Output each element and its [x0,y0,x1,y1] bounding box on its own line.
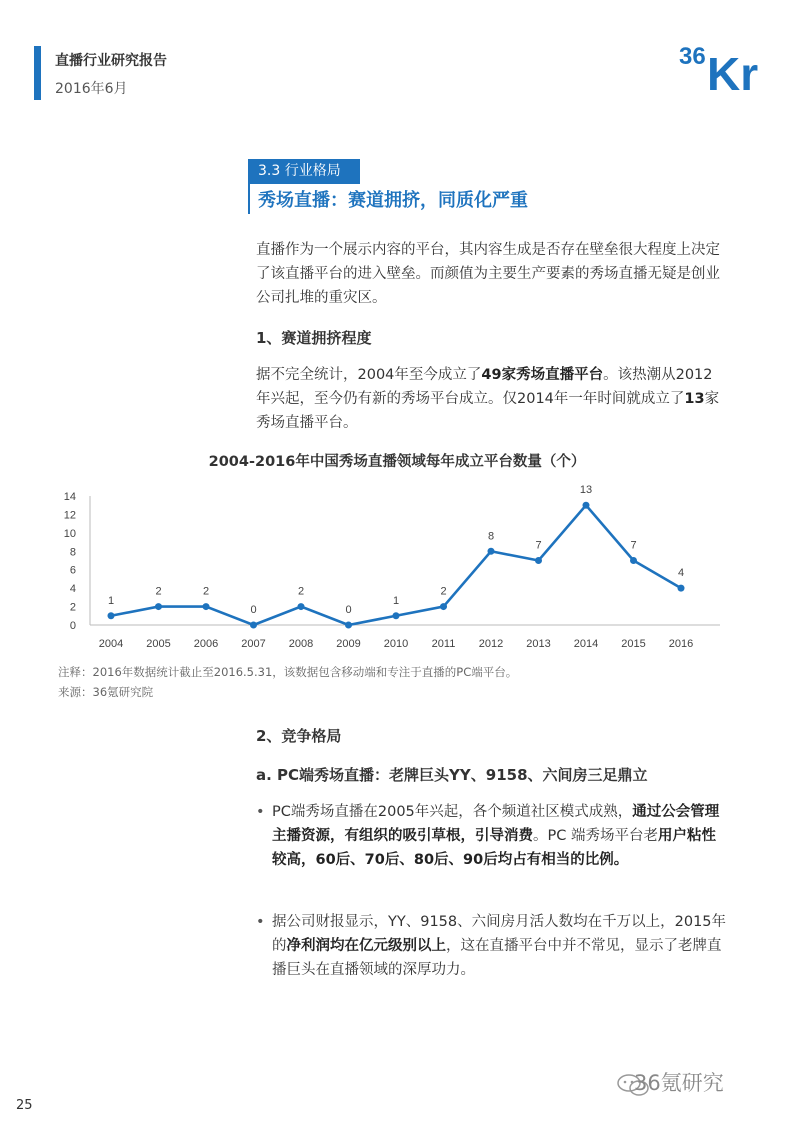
data-label: 2 [155,585,162,598]
y-tick-label: 4 [69,583,76,596]
chart-source: 来源：36氪研究院 [58,685,154,699]
intro-paragraph: 直播作为一个展示内容的平台，其内容生成是否存在壁垒很大程度上决定了该直播平台的进入壁垒。而颜值为主要生产要素的秀场直播无疑是创业公司扎堆的重灾区。 [256,242,720,306]
bullet-item: • 据公司财报显示，YY、9158、六间房月活人数均在千万以上，2015年的净利润均在亿元级别以上，这在直播平台中并不常见，显示了老牌直播巨头在直播领域的深厚功力。 [256,910,726,982]
y-tick-label: 0 [69,620,76,632]
x-tick-label: 2009 [336,638,361,650]
y-tick-label: 8 [69,546,76,559]
watermark-text: 36氪研究 [634,1071,724,1095]
data-label: 7 [630,539,637,552]
section-tag: 3.3 行业格局 [248,159,360,184]
x-tick-label: 2012 [478,638,504,650]
series-line [111,505,681,625]
x-tick-label: 2013 [526,638,551,650]
x-tick-label: 2014 [573,638,599,650]
subheading-crowdedness: 1、赛道拥挤程度 [256,329,372,347]
bullet-item: • PC端秀场直播在2005年兴起，各个频道社区模式成熟，通过公会管理主播资源，有组织的吸引草根，引导消费。PC 端秀场平台老用户粘性较高，60后、70后、80后、90后均占有相当的比例。 [256,800,726,872]
x-tick-label: 2010 [383,638,409,650]
y-tick-label: 6 [69,564,76,577]
page-number: 25 [16,1098,33,1113]
data-point [345,622,352,629]
svg-text:36: 36 [679,43,706,70]
y-tick-label: 12 [63,509,76,522]
chart-title: 2004-2016年中国秀场直播领域每年成立平台数量（个） [208,454,586,470]
x-tick-label: 2015 [621,638,646,650]
report-date: 2016年6月 [55,81,128,97]
x-tick-label: 2011 [431,638,456,650]
section-accent-line [248,184,250,214]
x-tick-label: 2006 [193,638,219,650]
data-point [393,612,400,619]
data-label: 1 [107,594,115,607]
chart-note: 注释：2016年数据统计截止至2016.5.31，该数据包含移动端和专注于直播的PC端平台。 [58,665,518,679]
x-tick-label: 2007 [241,638,266,650]
data-label: 13 [579,484,593,497]
data-point [678,585,685,592]
data-label: 0 [345,604,352,616]
svg-text:Kr: Kr [707,48,759,96]
x-tick-label: 2016 [668,638,694,650]
data-point [108,612,115,619]
y-tick-label: 10 [63,527,76,540]
data-point [250,622,257,629]
bullet-dot-icon: • [256,804,265,820]
bullet-dot-icon: • [256,914,265,930]
data-point [440,603,447,610]
data-label: 2 [440,585,447,598]
data-label: 4 [677,567,685,580]
data-point [535,557,542,564]
x-tick-label: 2008 [288,638,314,650]
section-title: 秀场直播：赛道拥挤，同质化严重 [258,190,528,211]
subheading-competition: 2、竞争格局 [256,727,342,745]
y-tick-label: 14 [63,491,76,503]
data-point [488,548,495,555]
data-label: 2 [202,585,210,598]
36kr-logo [677,36,769,96]
x-tick-label: 2005 [146,638,171,650]
data-label: 8 [487,530,495,543]
crowdedness-paragraph: 据不完全统计，2004年至今成立了49家秀场直播平台。该热潮从2012年兴起，至今仍有新的秀场平台成立。仅2014年一年时间就成立了13家秀场直播平台。 [256,367,720,431]
header-accent-bar [34,46,41,100]
data-label: 0 [250,604,257,616]
data-label: 1 [392,594,400,607]
line-chart [52,482,732,657]
y-tick-label: 2 [69,601,76,614]
data-point [155,603,162,610]
x-tick-label: 2004 [98,638,124,650]
data-label: 7 [535,539,542,552]
subheading-pc-show: a. PC端秀场直播：老牌巨头YY、9158、六间房三足鼎立 [256,766,648,784]
data-point [203,603,210,610]
data-point [298,603,305,610]
data-point [583,502,590,509]
data-label: 2 [297,585,305,598]
data-point [630,557,637,564]
report-title: 直播行业研究报告 [55,53,167,69]
